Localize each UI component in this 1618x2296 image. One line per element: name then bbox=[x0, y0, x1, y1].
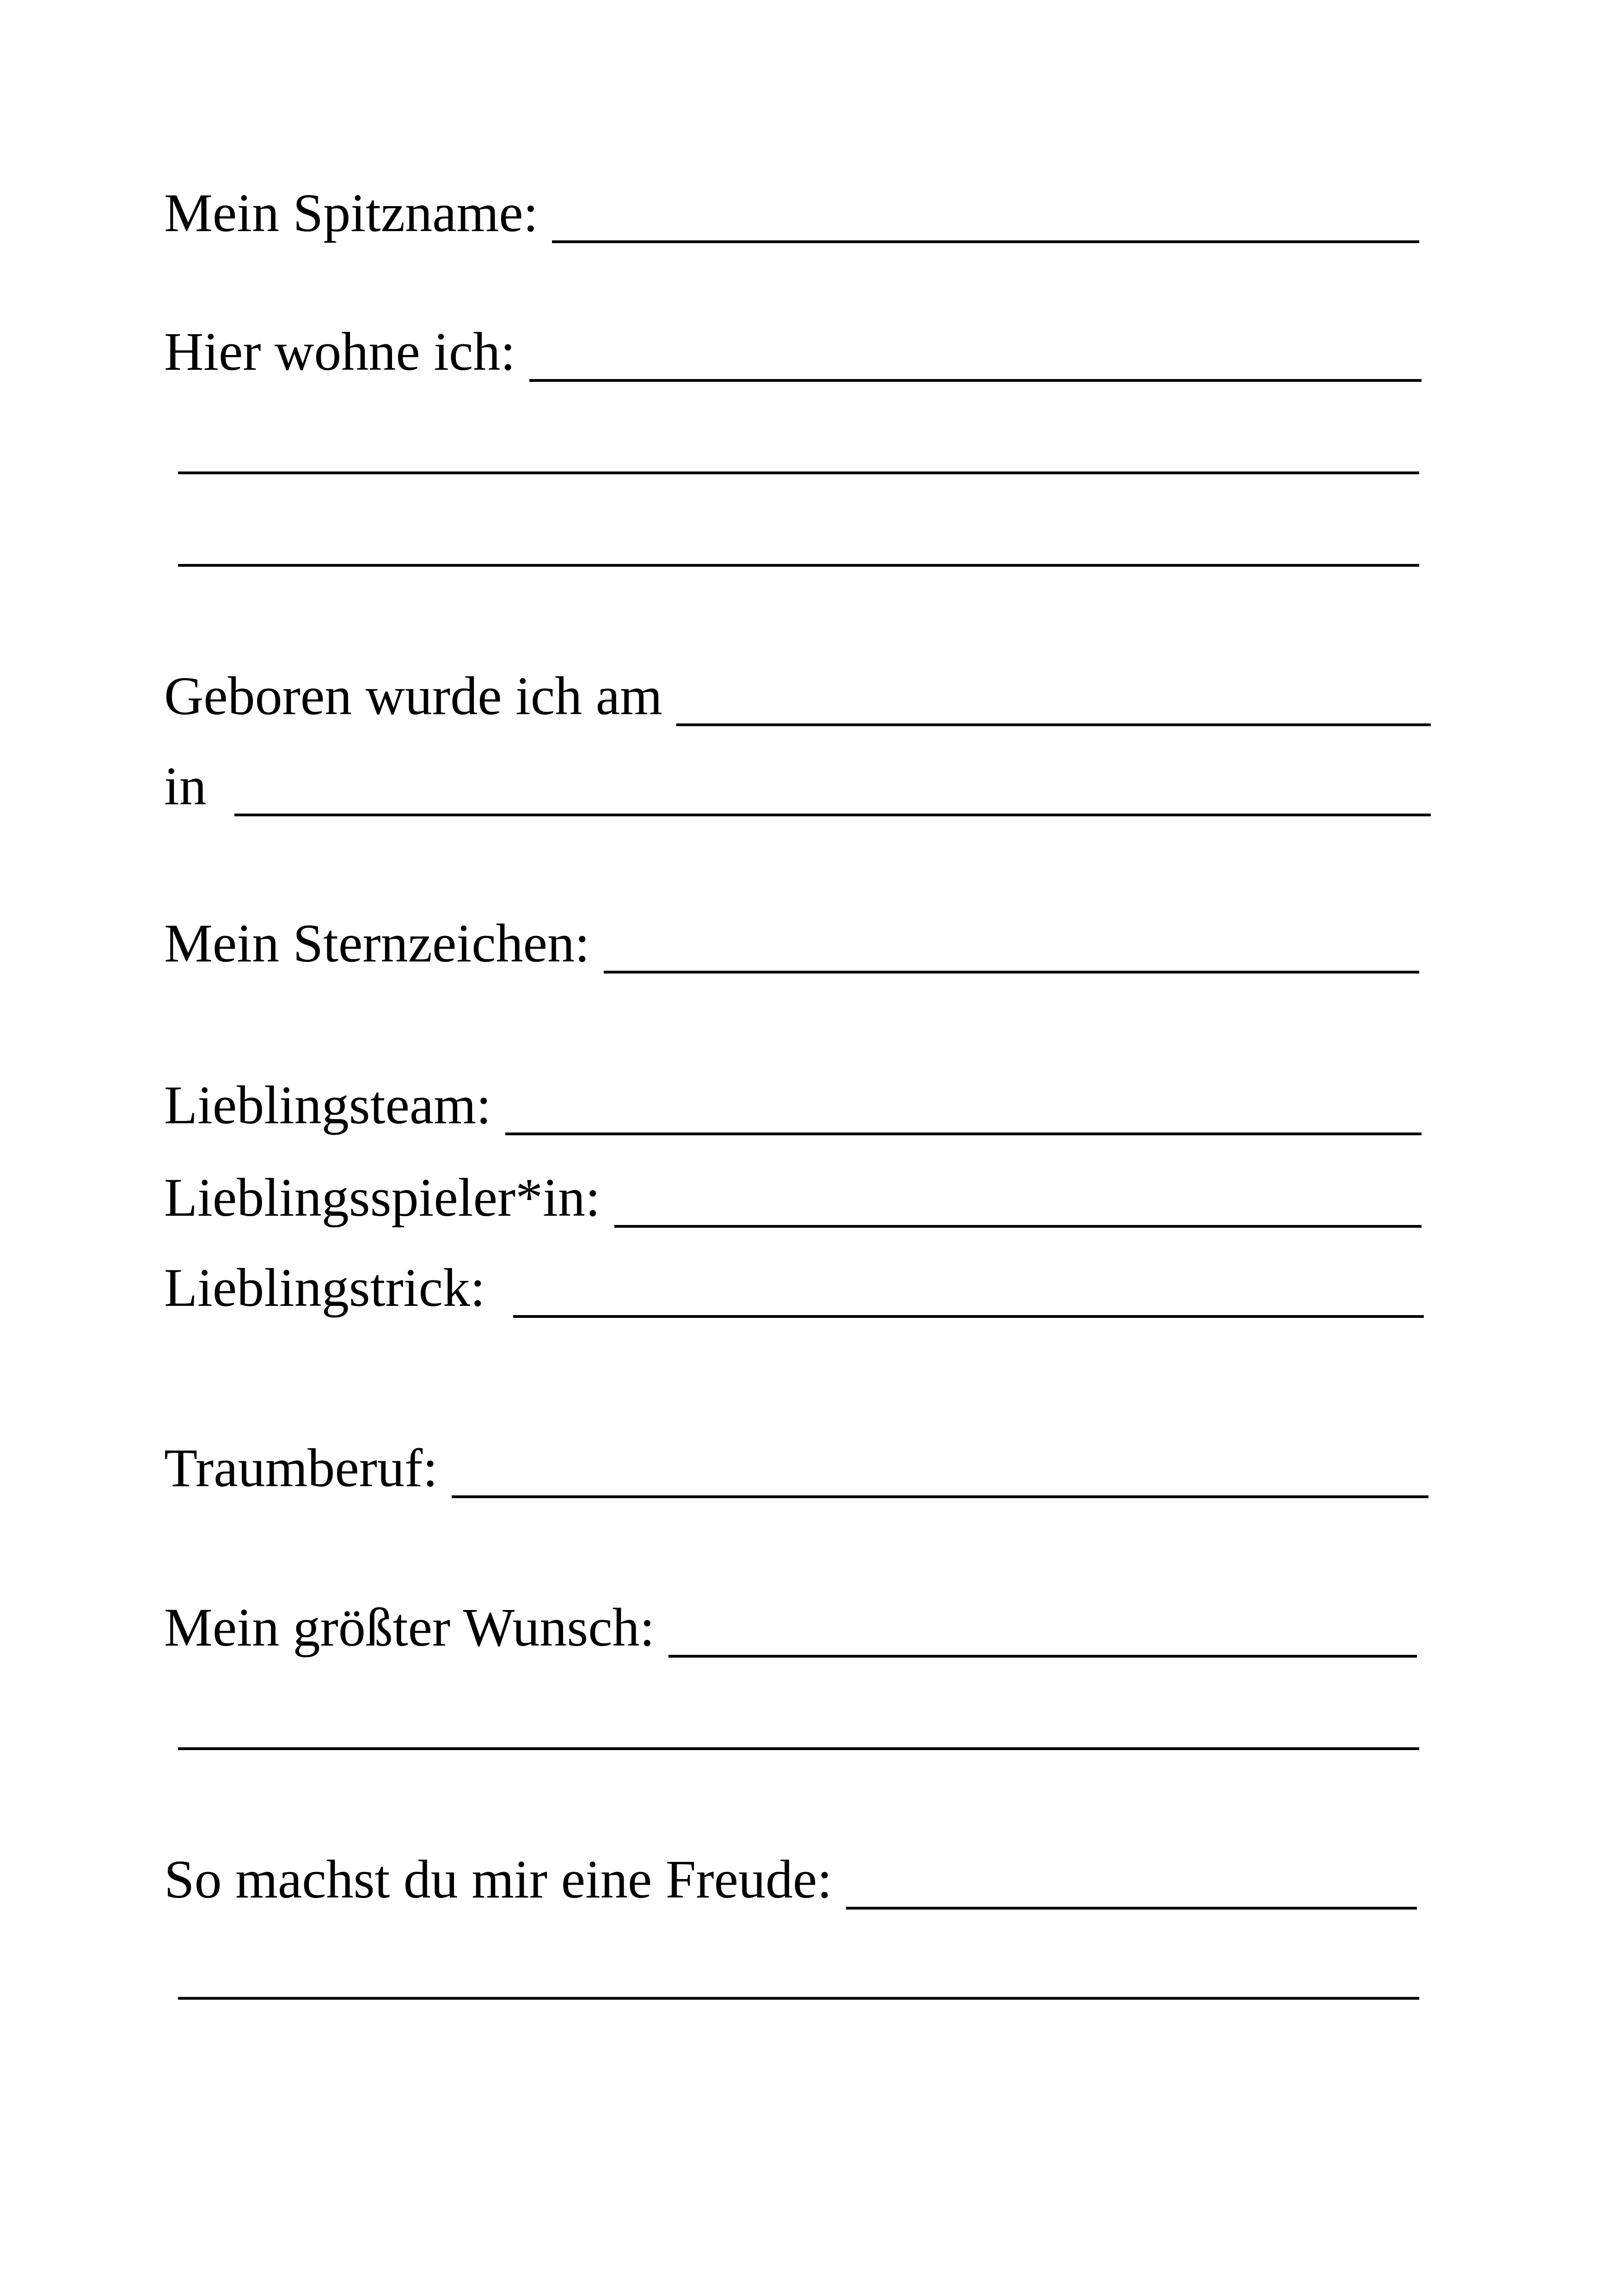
birthplace-label: in bbox=[164, 756, 207, 816]
fav-trick-row bbox=[164, 1250, 1424, 1324]
nickname-blank[interactable] bbox=[552, 240, 1419, 243]
birthdate-blank[interactable] bbox=[676, 723, 1431, 726]
wish-row bbox=[164, 1590, 1417, 1664]
wish-blank-1[interactable] bbox=[668, 1655, 1417, 1658]
address-blank-3[interactable] bbox=[178, 564, 1419, 567]
joy-blank-1[interactable] bbox=[846, 1907, 1417, 1910]
dream-job-row bbox=[164, 1431, 1428, 1505]
nickname-label: Mein Spitzname: bbox=[164, 183, 539, 243]
birthplace-blank[interactable] bbox=[234, 814, 1431, 816]
fav-player-row bbox=[164, 1160, 1422, 1234]
joy-label: So machst du mir eine Freude: bbox=[164, 1849, 833, 1910]
birthdate-label: Geboren wurde ich am bbox=[164, 666, 662, 726]
wish-label: Mein größter Wunsch: bbox=[164, 1597, 655, 1658]
dream-job-label: Traumberuf: bbox=[164, 1438, 438, 1498]
fav-trick-label: Lieblingstrick: bbox=[164, 1257, 485, 1318]
dream-job-blank[interactable] bbox=[452, 1495, 1428, 1498]
address-label: Hier wohne ich: bbox=[164, 321, 516, 382]
fav-team-row bbox=[164, 1068, 1422, 1142]
zodiac-blank[interactable] bbox=[604, 971, 1419, 974]
joy-row bbox=[164, 1842, 1417, 1916]
nickname-row bbox=[164, 176, 1419, 250]
fav-player-blank[interactable] bbox=[614, 1225, 1422, 1228]
fav-team-label: Lieblingsteam: bbox=[164, 1075, 491, 1135]
address-blank-2[interactable] bbox=[178, 471, 1419, 474]
fav-player-label: Lieblingsspieler*in: bbox=[164, 1167, 601, 1228]
joy-blank-2[interactable] bbox=[178, 1997, 1419, 2000]
address-blank-1[interactable] bbox=[529, 379, 1422, 382]
zodiac-label: Mein Sternzeichen: bbox=[164, 913, 590, 974]
address-row bbox=[164, 314, 1422, 388]
birthdate-row bbox=[164, 659, 1431, 733]
fav-trick-blank[interactable] bbox=[513, 1315, 1424, 1318]
birthplace-row bbox=[164, 749, 1431, 823]
zodiac-row bbox=[164, 906, 1419, 980]
fav-team-blank[interactable] bbox=[505, 1133, 1422, 1135]
wish-blank-2[interactable] bbox=[178, 1747, 1419, 1750]
